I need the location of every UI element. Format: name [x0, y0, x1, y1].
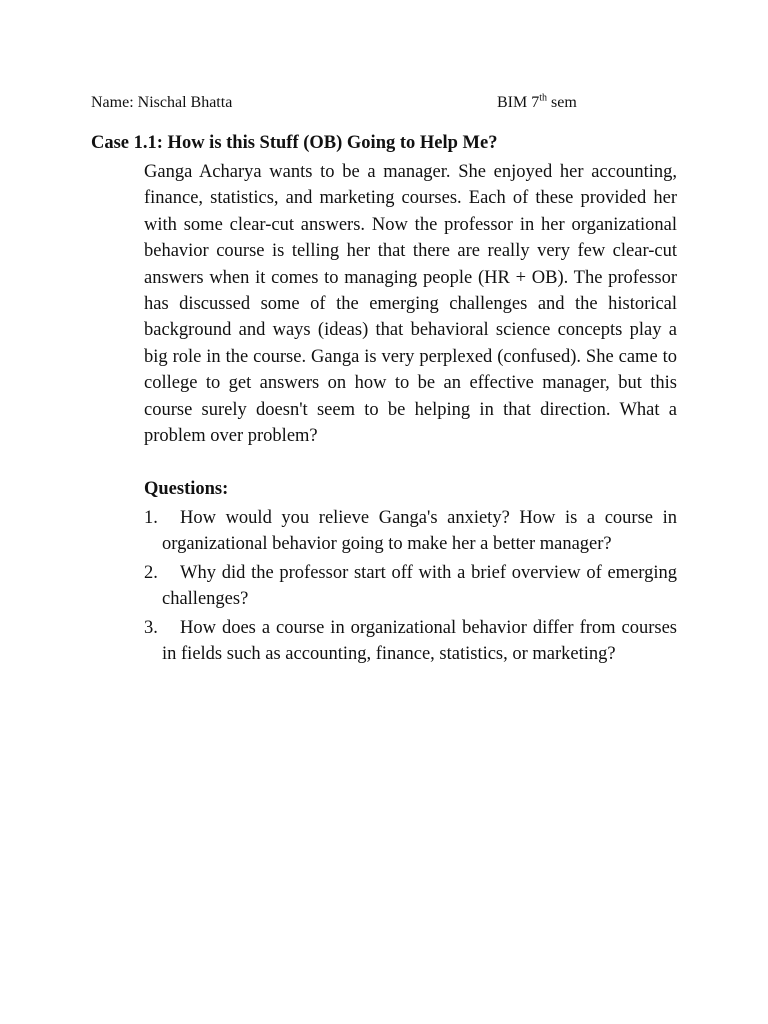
questions-heading: Questions: [144, 479, 229, 499]
course-label [497, 92, 577, 114]
question-text: Why did the professor start off with a brief overview of emerging challenges? [162, 562, 677, 610]
question-number: 1. [144, 508, 158, 528]
student-name: Name: Nischal Bhatta [91, 94, 233, 111]
case-body: Ganga Acharya wants to be a manager. She enjoyed her accounting, finance, statistics, and marketing courses. Each of these provided her with some clear-cut answers. Now the professor in her organizational behavior course is telling her that there are really very few clear-cut answers when it comes to managing people (HR + OB). The professor has discussed some of the emerging challenges and the historical background and ways (ideas) that behavioral science concepts play a big role in the course. Ganga is very perplexed (confused). She came to college to get answers on how to be an effective manager, but this course surely doesn't seem to be helping in that direction. What a problem over problem? [144, 162, 677, 447]
course-prefix: BIM 7 [497, 94, 540, 111]
course-superscript: th [539, 92, 548, 104]
question-number: 3. [144, 617, 158, 638]
question-item [144, 560, 677, 613]
course-suffix: sem [547, 94, 577, 111]
question-text: How does a course in organizational behavior differ from courses in fields such as accounting, finance, statistics, or marketing? [162, 617, 677, 665]
case-title: Case 1.1: How is this Stuff (OB) Going to Help Me? [91, 133, 498, 153]
question-item [144, 615, 677, 668]
questions-list [144, 505, 677, 669]
question-number: 2. [144, 562, 158, 583]
question-text: How would you relieve Ganga's anxiety? How is a course in organizational behavior going to make her a better manager? [162, 508, 677, 555]
question-item [144, 505, 677, 558]
